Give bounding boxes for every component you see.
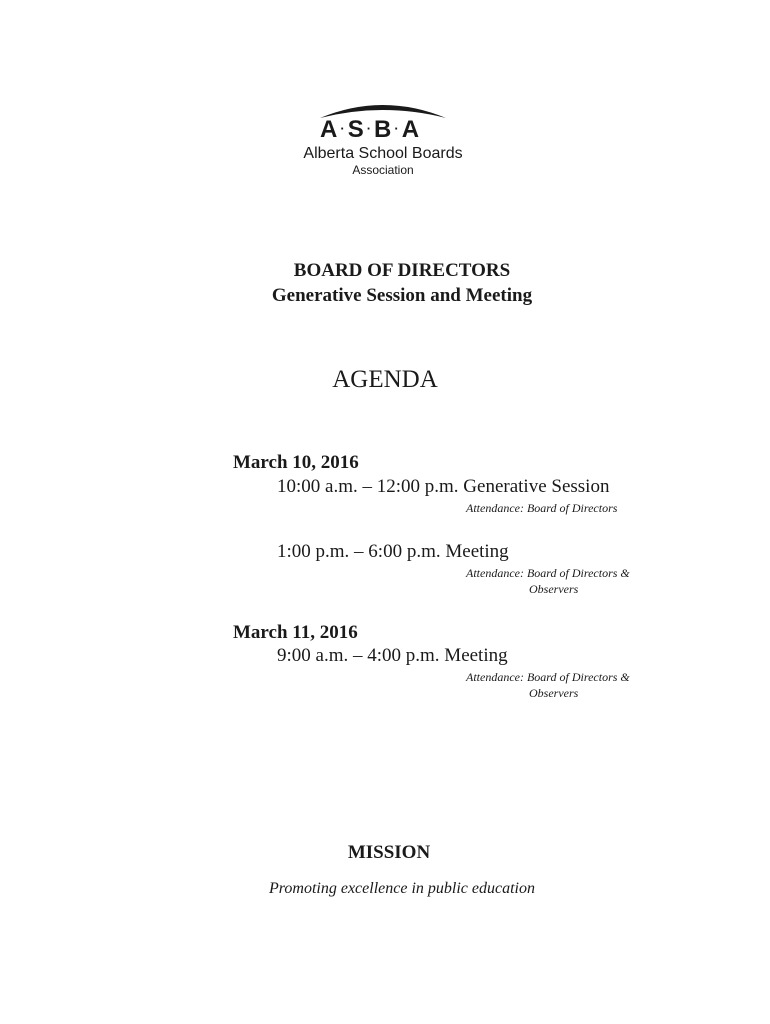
logo-separator: · (366, 121, 373, 136)
day-date: March 11, 2016 (233, 622, 358, 643)
day-date: March 10, 2016 (233, 452, 359, 473)
logo-letter: S (347, 116, 365, 143)
session-attendance-cont: Observers (529, 582, 579, 596)
logo-org-sub: Association (352, 163, 414, 177)
session-attendance: Attendance: Board of Directors & (466, 670, 630, 684)
mission-text: Promoting excellence in public education (269, 880, 535, 897)
logo-org-name: Alberta School Boards (303, 145, 463, 162)
board-subtitle: Generative Session and Meeting (271, 285, 533, 306)
session-time: 9:00 a.m. – 4:00 p.m. Meeting (277, 645, 508, 666)
board-title: BOARD OF DIRECTORS (293, 260, 511, 281)
session-time: 1:00 p.m. – 6:00 p.m. Meeting (277, 541, 509, 562)
agenda-title: AGENDA (332, 366, 438, 393)
logo-letter: B (374, 116, 393, 143)
mission-title: MISSION (347, 842, 431, 863)
logo-letter: A (320, 116, 339, 143)
session-time: 10:00 a.m. – 12:00 p.m. Generative Session (277, 476, 610, 497)
session-attendance: Attendance: Board of Directors & (466, 566, 630, 580)
session-attendance-cont: Observers (529, 686, 579, 700)
logo-letters (320, 116, 450, 144)
logo-letter: A (401, 116, 421, 143)
logo-separator: · (394, 121, 400, 136)
session-attendance: Attendance: Board of Directors (466, 501, 618, 515)
logo-separator: · (340, 121, 346, 136)
